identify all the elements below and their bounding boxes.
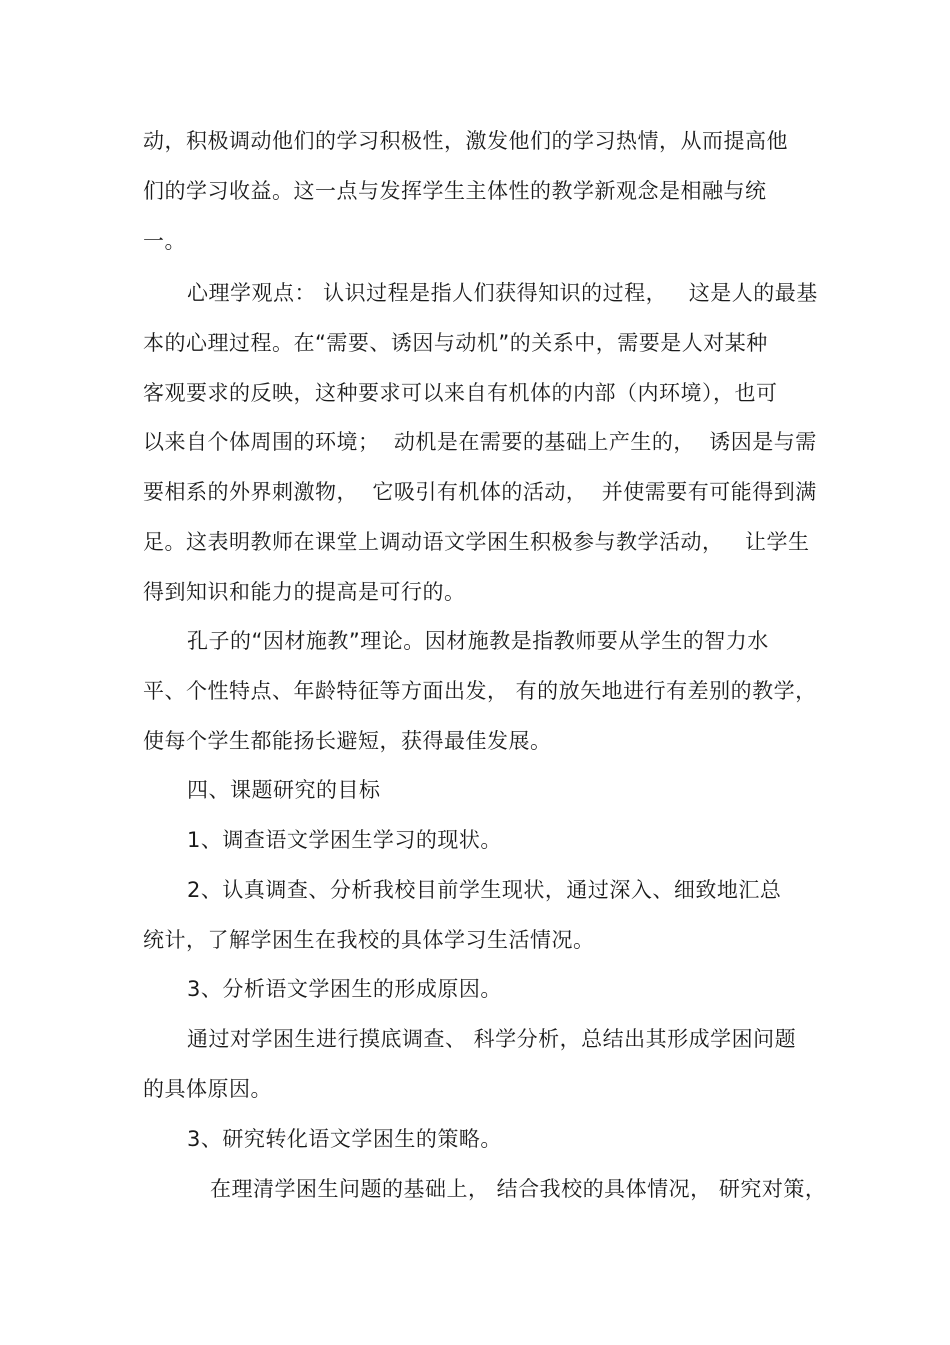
text-line: 动，积极调动他们的学习积极性，激发他们的学习热情，从而提高他 — [143, 129, 788, 153]
text-line: 心理学观点： 认识过程是指人们获得知识的过程， 这是人的最基 — [187, 281, 818, 305]
list-item: 3、分析语文学困生的形成原因。 — [187, 977, 502, 1001]
section-heading: 四、课题研究的目标 — [187, 778, 381, 802]
text-line: 通过对学困生进行摸底调查、 科学分析，总结出其形成学困问题 — [187, 1027, 797, 1051]
text-line: 在理清学困生问题的基础上， 结合我校的具体情况， 研究对策， — [210, 1177, 827, 1201]
text-line: 们的学习收益。这一点与发挥学生主体性的教学新观念是相融与统 — [143, 179, 767, 203]
text-line: 的具体原因。 — [143, 1077, 272, 1101]
list-item: 1、调查语文学困生学习的现状。 — [187, 828, 502, 852]
text-line: 孔子的“因材施教”理论。因材施教是指教师要从学生的智力水 — [187, 629, 769, 653]
text-line: 本的心理过程。在“需要、诱因与动机”的关系中，需要是人对某种 — [143, 331, 768, 355]
text-line: 客观要求的反映，这种要求可以来自有机体的内部（内环境），也可 — [143, 381, 778, 405]
text-line: 要相系的外界刺激物， 它吸引有机体的活动， 并使需要有可能得到满 — [143, 480, 817, 504]
list-item: 2、认真调查、分析我校目前学生现状，通过深入、细致地汇总 — [187, 878, 782, 902]
text-line: 统计，了解学困生在我校的具体学习生活情况。 — [143, 928, 595, 952]
text-line: 平、个性特点、年龄特征等方面出发， 有的放矢地进行有差别的教学， — [143, 679, 817, 703]
text-line: 一。 — [143, 229, 186, 253]
text-line: 得到知识和能力的提高是可行的。 — [143, 580, 466, 604]
text-line: 足。这表明教师在课堂上调动语文学困生积极参与教学活动， 让学生 — [143, 530, 810, 554]
list-item: 3、研究转化语文学困生的策略。 — [187, 1127, 502, 1151]
text-line: 使每个学生都能扬长避短，获得最佳发展。 — [143, 729, 552, 753]
text-line: 以来自个体周围的环境； 动机是在需要的基础上产生的， 诱因是与需 — [143, 430, 817, 454]
